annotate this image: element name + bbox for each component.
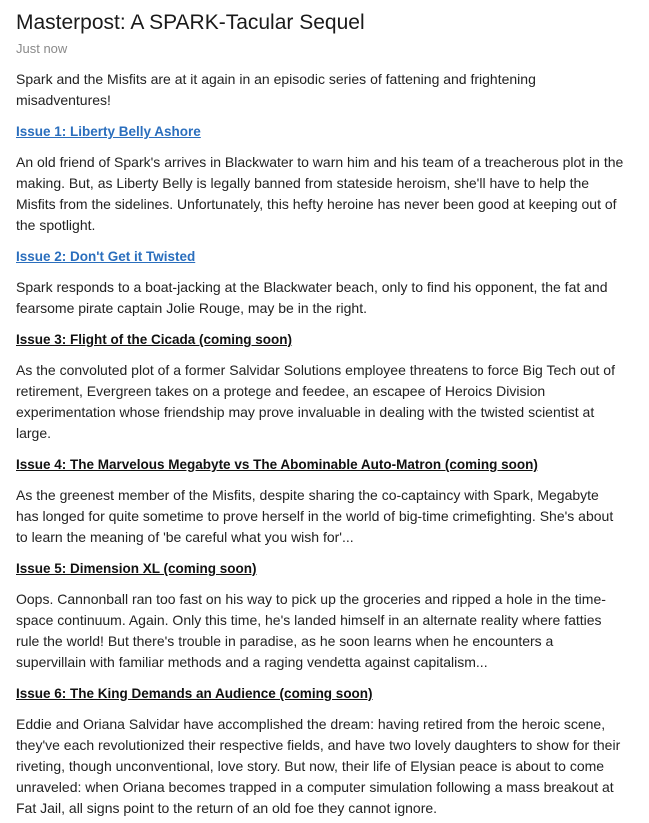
issue-4-description: As the greenest member of the Misfits, despite sharing the co-captaincy with Spark, Megabyte has longed for quite sometime to prove herself in the world of big-time crimefighting. She's about to learn the meaning of 'be careful what you wish for'... — [16, 487, 614, 545]
post-intro: Spark and the Misfits are at it again in an episodic series of fattening and frightening misadventures! — [16, 71, 536, 108]
issue-4-heading: Issue 4: The Marvelous Megabyte vs The Abominable Auto-Matron (coming soon) — [16, 457, 538, 472]
issue-6-description: Eddie and Oriana Salvidar have accomplished the dream: having retired from the heroic scene, they've each revolutionized their respective fields, and have two lovely daughters to show for their riveting, though unconventional, love story. But now, their life of Elysian peace is about to come unraveled: when Oriana becomes trapped in a computer simulation following a mass breakout at Fat Jail, all signs point to the return of an old foe they cannot ignore. — [16, 716, 621, 816]
issue-3-description: As the convoluted plot of a former Salvidar Solutions employee threatens to force Big Tech out of retirement, Evergreen takes on a protege and feedee, an escapee of Heroics Division experimentation whose friendship may prove invaluable in dealing with the twisted scientist at large. — [16, 362, 615, 441]
issue-5-description: Oops. Cannonball ran too fast on his way to pick up the groceries and ripped a hole in the time-space continuum. Again. Only this time, he's landed himself in an alternate reality where fatties rule the world! But there's trouble in paradise, as he soon learns when he encounters a supervillain with familiar methods and a raging vendetta against capitalism... — [16, 591, 606, 670]
issue-1-description: An old friend of Spark's arrives in Blackwater to warn him and his team of a treacherous plot in the making. But, as Liberty Belly is legally banned from stateside heroism, she'll have to help the Misfits from the sidelines. Unfortunately, this hefty heroine has never been good at keeping out of the spotlight. — [16, 154, 624, 233]
issue-5-heading: Issue 5: Dimension XL (coming soon) — [16, 561, 257, 576]
issue-2-link[interactable]: Issue 2: Don't Get it Twisted — [16, 249, 196, 264]
issue-2-description: Spark responds to a boat-jacking at the Blackwater beach, only to find his opponent, the fat and fearsome pirate captain Jolie Rouge, may be in the right. — [16, 279, 608, 316]
post-title: Masterpost: A SPARK-Tacular Sequel — [16, 11, 365, 34]
issue-3-heading: Issue 3: Flight of the Cicada (coming soon) — [16, 332, 293, 347]
post-timestamp: Just now — [16, 41, 68, 56]
issue-6-heading: Issue 6: The King Demands an Audience (coming soon) — [16, 686, 373, 701]
issue-1-link[interactable]: Issue 1: Liberty Belly Ashore — [16, 124, 201, 139]
